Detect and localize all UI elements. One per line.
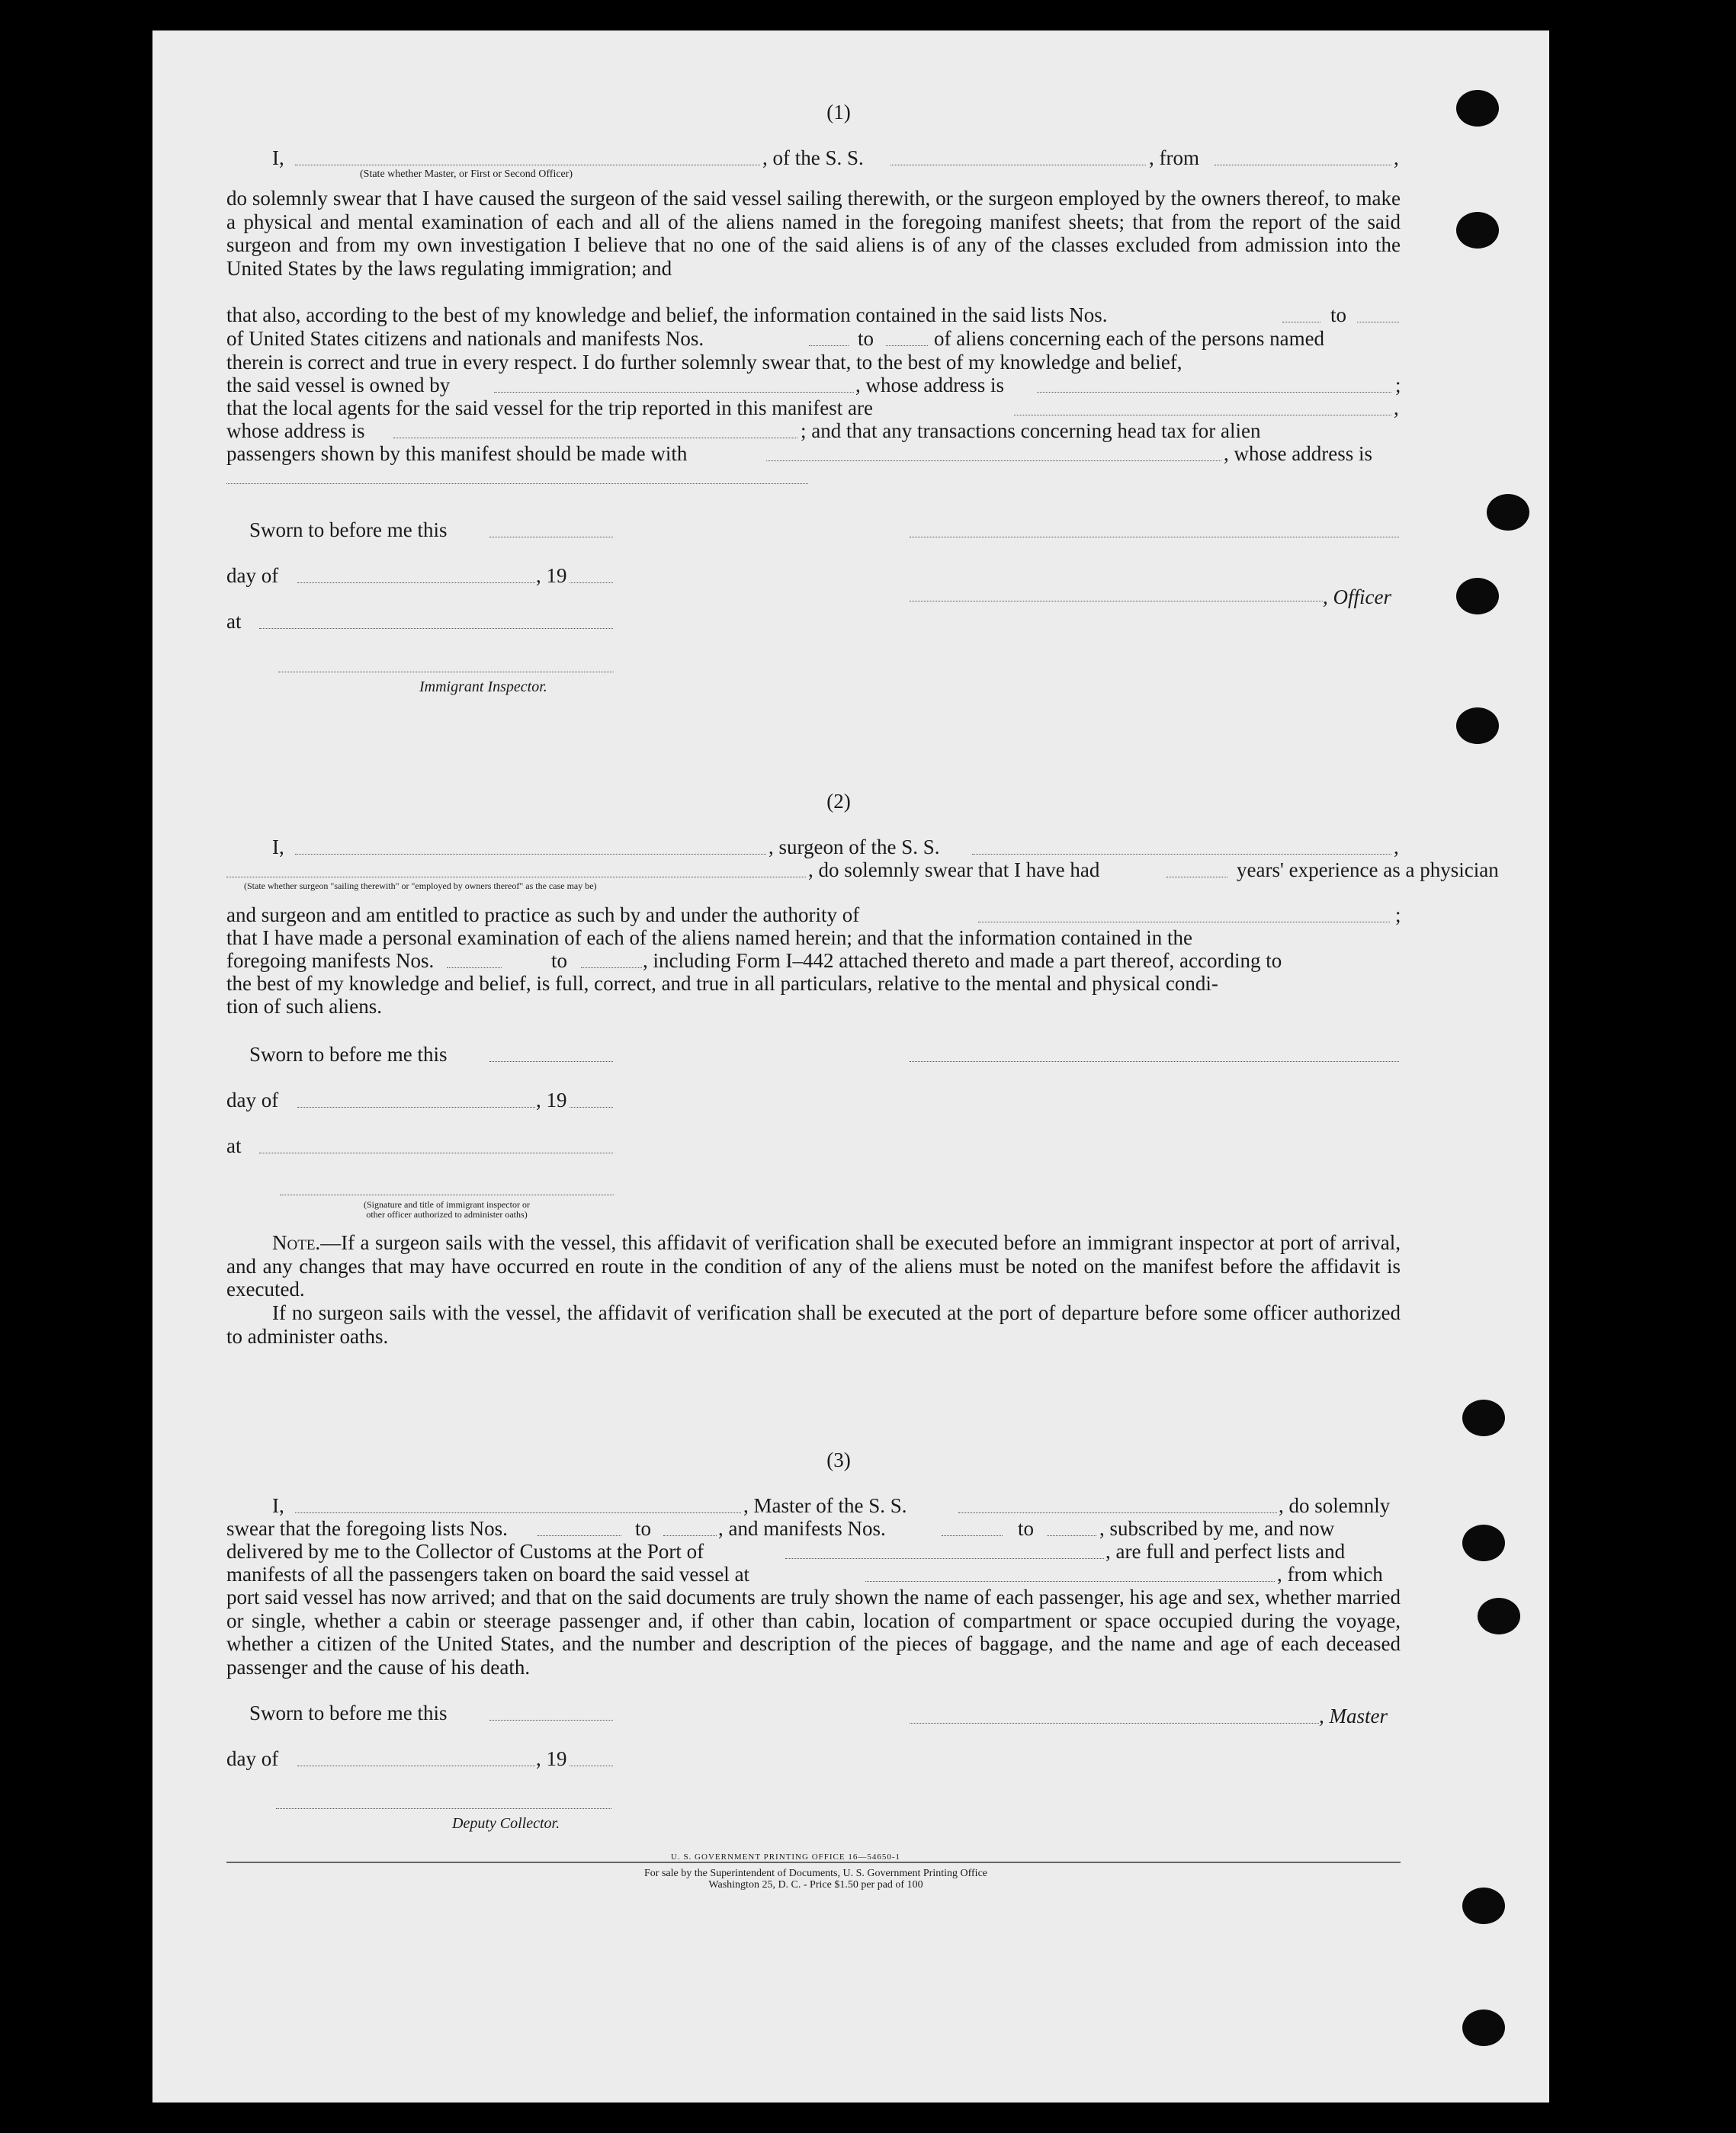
s2-swear: , do solemnly swear that I have had [808, 858, 1100, 881]
sale-line-1: For sale by the Superintendent of Documents, U. S. Government Printing Office [644, 1868, 987, 1879]
s1-headtax-addr-field[interactable] [226, 483, 808, 484]
s2-sworn: Sworn to before me this [249, 1043, 448, 1066]
s2-note-text: —If a surgeon sails with the vessel, this affidavit of verification shall be executed before an immigrant inspector at port of arrival, and any changes that may have occurred en route in the condition of any of the aliens must be noted on the manifest before the affidavit is executed. [226, 1231, 1401, 1301]
s2-aliens-line: tion of such aliens. [226, 995, 382, 1018]
s1-us-end: of aliens concerning each of the persons named [934, 327, 1325, 350]
s3-lists-to-field[interactable] [663, 1535, 717, 1536]
s1-from: , from [1149, 146, 1199, 169]
s1-i: I, [272, 146, 284, 169]
s1-paragraph: do solemnly swear that I have caused the surgeon of the said vessel sailing therewith, or the surgeon employed by the owners thereof, to make a physical and mental examination of each and all of the aliens named in the foregoing manifest sheets; that from the report of the said surgeon and from my own investigation I believe that no one of the said aliens is of any of the classes excluded from admission into the United States by the laws regulating immigration; and [226, 187, 1401, 280]
s2-19: , 19 [536, 1089, 567, 1111]
s1-owner-addr-field[interactable] [1037, 392, 1391, 393]
s1-comma: , [1394, 146, 1399, 169]
s2-day-field[interactable] [297, 1107, 535, 1108]
s3-taken-at-field[interactable] [865, 1581, 1275, 1582]
s2-to: to [551, 949, 568, 972]
s3-port-field[interactable] [785, 1558, 1104, 1559]
s1-officer-note: (State whether Master, or First or Second Officer) [360, 168, 573, 180]
s2-note-label: Note. [272, 1231, 321, 1254]
s2-comma: , [1394, 836, 1399, 858]
s3-deputy-label: Deputy Collector. [452, 1815, 560, 1832]
s3-taken-line: manifests of all the passengers taken on board the said vessel at [226, 1563, 750, 1586]
s3-lists-label: swear that the foregoing lists Nos. [226, 1517, 508, 1540]
section-1-heading: (1) [826, 101, 851, 123]
s1-owner-addr-label: , whose address is [855, 374, 1004, 396]
s1-of-ss: , of the S. S. [762, 146, 864, 169]
s1-us-line: of United States citizens and nationals and manifests Nos. [226, 327, 704, 350]
s3-to-2: to [1018, 1517, 1035, 1540]
s2-note-2: If no surgeon sails with the vessel, the affidavit of verification shall be executed at the port of departure before some officer authorized to administer oaths. [226, 1301, 1401, 1348]
binder-hole [1462, 1888, 1505, 1924]
s3-solemnly: , do solemnly [1279, 1494, 1391, 1517]
s1-manifest-to-field[interactable] [886, 345, 928, 346]
form-page [152, 30, 1549, 2103]
gpo-imprint: U. S. GOVERNMENT PRINTING OFFICE 16—54650-1 [671, 1852, 901, 1862]
s2-authority-line: and surgeon and am entitled to practice as such by and under the authority of [226, 903, 860, 926]
s3-full-lists: , are full and perfect lists and [1105, 1540, 1346, 1563]
s2-manifest-from-field[interactable] [447, 967, 502, 968]
s3-sworn: Sworn to before me this [249, 1702, 448, 1724]
s2-day: day of [226, 1089, 279, 1111]
s1-owner-field[interactable] [494, 392, 854, 393]
s2-note-paragraph [226, 1231, 1401, 1301]
s2-knowledge-line: the best of my knowledge and belief, is full, correct, and true in all particulars, relative to the mental and physical condi- [226, 972, 1218, 995]
s1-passengers-end: , whose address is [1224, 442, 1372, 465]
s3-manifests-to-field[interactable] [1047, 1535, 1096, 1536]
s2-semicolon: ; [1395, 903, 1401, 926]
s2-surgeon-note: (State whether surgeon "sailing therewith" or "employed by owners thereof" as the case may be) [244, 880, 597, 891]
binder-hole [1462, 2010, 1505, 2046]
s3-to-1: to [635, 1517, 652, 1540]
s3-port-line: delivered by me to the Collector of Customs at the Port of [226, 1540, 704, 1563]
s1-at: at [226, 610, 242, 633]
s1-officer-label: , Officer [1323, 585, 1391, 608]
s2-sig-note-2: other officer authorized to administer oaths) [366, 1209, 528, 1220]
s1-sworn: Sworn to before me this [249, 518, 448, 541]
s1-to: to [1330, 303, 1347, 326]
s1-day: day of [226, 564, 279, 587]
s1-therein-line: therein is correct and true in every respect. I do further solemnly swear that, to the best of my knowledge and belief, [226, 351, 1182, 374]
s3-paragraph: port said vessel has now arrived; and that on the said documents are truly shown the name of each passenger, his age and sex, whether married or single, whether a cabin or steerage passenger and, if other than cabin, location of compartment or space occupied during the voyage, whether a citizen of the United States, and the number and description of the pieces of baggage, and the name and age of each deceased passenger and the cause of his death. [226, 1586, 1401, 1679]
s2-year-field[interactable] [570, 1107, 613, 1108]
s3-manifests-label: , and manifests Nos. [718, 1517, 886, 1540]
sale-line-2: Washington 25, D. C. - Price $1.50 per pad of 100 [708, 1879, 923, 1891]
binder-hole [1456, 212, 1499, 249]
s3-from-which: , from which [1277, 1563, 1383, 1586]
s2-sworn-field[interactable] [489, 1061, 613, 1062]
s2-years-label: years' experience as a physician [1237, 858, 1499, 881]
s2-i: I, [272, 836, 284, 858]
s2-ship-field[interactable] [972, 854, 1391, 855]
s3-day: day of [226, 1747, 279, 1770]
s1-passengers-line: passengers shown by this manifest should be made with [226, 442, 688, 465]
section-3-heading: (3) [826, 1448, 851, 1471]
binder-hole [1462, 1400, 1505, 1436]
s1-manifest-from-field[interactable] [809, 345, 849, 346]
s1-year-field[interactable] [570, 582, 613, 583]
s3-manifests-from-field[interactable] [942, 1535, 1003, 1536]
section-2-heading: (2) [826, 790, 851, 813]
s1-agents-comma: , [1394, 396, 1399, 419]
s1-semicolon: ; [1395, 374, 1401, 396]
binder-hole [1478, 1598, 1520, 1634]
binder-hole [1456, 578, 1499, 614]
s1-whose-label: whose address is [226, 419, 365, 442]
binder-hole [1456, 707, 1499, 744]
s3-subscribed: , subscribed by me, and now [1099, 1517, 1335, 1540]
footer-rule [226, 1862, 1401, 1863]
s1-inspector-label: Immigrant Inspector. [419, 678, 547, 695]
s1-agents-line: that the local agents for the said vessel for the trip reported in this manifest are [226, 396, 873, 419]
s3-name-field[interactable] [295, 1512, 741, 1513]
s1-day-field[interactable] [297, 582, 535, 583]
s2-at: at [226, 1134, 242, 1157]
s3-lists-from-field[interactable] [537, 1535, 621, 1536]
s2-sig-note-1: (Signature and title of immigrant inspector or [364, 1199, 530, 1210]
s1-owned-line: the said vessel is owned by [226, 374, 451, 396]
s2-name-field[interactable] [295, 854, 766, 855]
s3-master-of-ss: , Master of the S. S. [743, 1494, 907, 1517]
s2-surgeon-of-ss: , surgeon of the S. S. [769, 836, 940, 858]
s1-19: , 19 [536, 564, 567, 587]
binder-hole [1487, 494, 1529, 531]
s1-lists-line: that also, according to the best of my knowledge and belief, the information contained in the said lists Nos. [226, 303, 1108, 326]
s3-ship-field[interactable] [958, 1512, 1277, 1513]
s3-sworn-field[interactable] [489, 1720, 613, 1721]
s3-i: I, [272, 1494, 284, 1517]
s2-manifest-to-field[interactable] [581, 967, 642, 968]
s1-headtax-line: ; and that any transactions concerning head tax for alien [801, 419, 1261, 442]
s2-exam-line: that I have made a personal examination of each of the aliens named herein; and that the information contained in the [226, 926, 1193, 949]
s3-master-sign-field[interactable] [910, 1723, 1319, 1724]
binder-hole [1456, 90, 1499, 127]
s3-master-label: , Master [1319, 1705, 1388, 1727]
s1-headtax-field[interactable] [766, 460, 1221, 461]
s3-deputy-sign-field[interactable] [276, 1808, 611, 1809]
s2-form-line: , including Form I–442 attached thereto and made a part thereof, according to [643, 949, 1282, 972]
s1-at-field[interactable] [259, 628, 613, 629]
s3-19: , 19 [536, 1747, 567, 1770]
s2-surgeon-sign-field[interactable] [910, 1061, 1399, 1062]
binder-hole [1462, 1525, 1505, 1561]
s1-us-to: to [858, 327, 874, 350]
s2-manifests-label: foregoing manifests Nos. [226, 949, 435, 972]
